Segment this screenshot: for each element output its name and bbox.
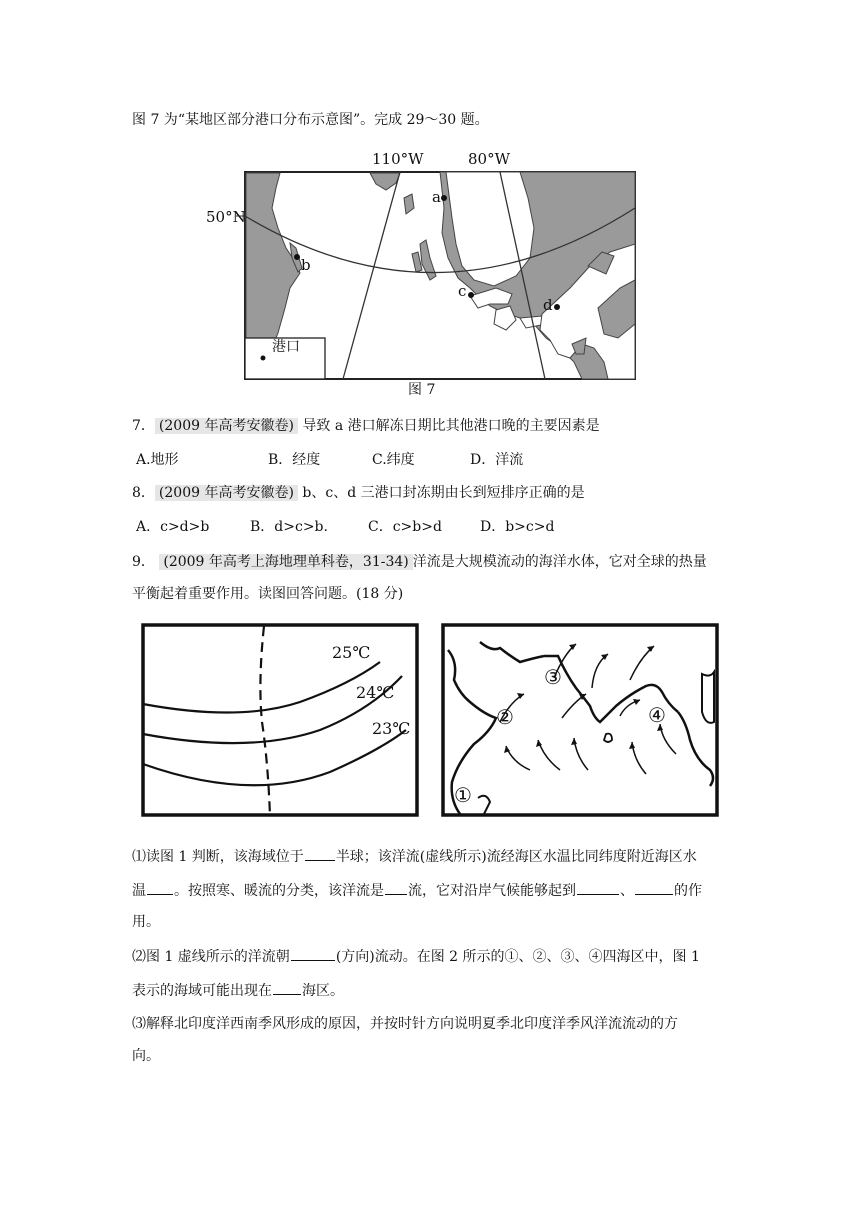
q9-sub1-p2: 半球；该洋流(虚线所示)流经海区水温比同纬度附近海区水 bbox=[335, 849, 697, 865]
q8-option-c: C．c>b>d bbox=[368, 519, 442, 535]
q9-sub1-p1: ⑴读图 1 判断，该海域位于 bbox=[132, 849, 304, 865]
q9-sub1-line-2 bbox=[132, 880, 702, 901]
blank-temperature[interactable] bbox=[147, 880, 173, 895]
q9-sub3-line-2: 向。 bbox=[132, 1048, 160, 1064]
area-1-label: ① bbox=[454, 783, 472, 807]
intro-suffix: 。完成 29～30 题。 bbox=[360, 112, 489, 128]
q9-sub1-line-1 bbox=[132, 846, 697, 867]
intro-quoted: “某地区部分港口分布示意图” bbox=[177, 112, 361, 128]
isotherm-23-label: 23℃ bbox=[372, 719, 411, 738]
q9-sub2-p1: ⑵图 1 虚线所示的洋流朝 bbox=[132, 949, 290, 965]
q9-sub2-p2: (方向)流动。在图 2 所示的①、②、③、④四海区中，图 1 bbox=[335, 949, 700, 965]
figure-2-currents bbox=[440, 622, 722, 820]
q9-sub1-p4: 。按照寒、暖流的分类，该洋流是 bbox=[174, 883, 384, 899]
q9-source: (2009 年高考上海地理单科卷，31-34) bbox=[159, 554, 412, 570]
q7-option-b: B．经度 bbox=[268, 452, 321, 468]
area-3-label: ③ bbox=[544, 665, 562, 689]
q7-text: 导致 a 港口解冻日期比其他港口晚的主要因素是 bbox=[302, 418, 600, 434]
q7-source: (2009 年高考安徽卷) bbox=[155, 418, 298, 434]
blank-direction[interactable] bbox=[291, 946, 335, 961]
q8-option-b: B．d>c>b. bbox=[250, 519, 328, 535]
q9-sub3-line-1: ⑶解释北印度洋西南季风形成的原因，并按时针方向说明夏季北印度洋季风洋流流动的方 bbox=[132, 1016, 678, 1032]
blank-current-type[interactable] bbox=[385, 880, 407, 895]
q7-option-c: C.纬度 bbox=[372, 452, 415, 468]
area-2-label: ② bbox=[496, 705, 514, 729]
area-4-label: ④ bbox=[648, 703, 666, 727]
blank-hemisphere[interactable] bbox=[305, 846, 335, 861]
lon-label-110w: 110°W bbox=[372, 150, 424, 168]
port-label-b: b bbox=[301, 256, 311, 274]
q9-text-1: 洋流是大规模流动的海洋水体，它对全球的热量 bbox=[412, 554, 707, 570]
q9-sub2-p3: 表示的海域可能出现在 bbox=[132, 983, 272, 999]
port-label-d: d bbox=[543, 296, 553, 314]
figure-7-caption: 图 7 bbox=[408, 382, 436, 398]
q8-text: b、c、d 三港口封冻期由长到短排序正确的是 bbox=[302, 485, 585, 501]
question-9-line-1 bbox=[132, 552, 707, 572]
isotherm-24-label: 24℃ bbox=[356, 683, 395, 702]
blank-effect-1[interactable] bbox=[577, 880, 619, 895]
port-label-c: c bbox=[458, 282, 467, 300]
q9-sub1-p5: 流，它对沿岸气候能够起到 bbox=[408, 883, 576, 899]
q8-option-d: D．b>c>d bbox=[480, 519, 555, 535]
figure-7-map bbox=[190, 148, 650, 398]
question-7 bbox=[132, 416, 600, 436]
legend-label: 港口 bbox=[272, 339, 300, 355]
intro-prefix: 图 7 为 bbox=[132, 112, 178, 128]
q8-option-a: A．c>d>b bbox=[136, 519, 210, 535]
q9-sub2-line-1 bbox=[132, 946, 700, 967]
q9-sub2-line-2 bbox=[132, 980, 344, 1001]
q8-source: (2009 年高考安徽卷) bbox=[155, 485, 298, 501]
q7-number: 7． bbox=[132, 418, 155, 434]
q9-sub1-p3: 温 bbox=[132, 883, 146, 899]
q7-option-d: D．洋流 bbox=[470, 452, 524, 468]
question-8 bbox=[132, 483, 585, 503]
q9-number: 9． bbox=[132, 554, 155, 570]
q9-sub1-p7: 的作 bbox=[674, 883, 702, 899]
q9-sub1-line-3: 用。 bbox=[132, 914, 160, 930]
blank-sea-area[interactable] bbox=[273, 980, 301, 995]
isotherm-25-label: 25℃ bbox=[332, 643, 371, 662]
question-9-line-2: 平衡起着重要作用。读图回答问题。(18 分) bbox=[132, 586, 404, 602]
q9-sub2-p4: 海区。 bbox=[302, 983, 344, 999]
q8-number: 8． bbox=[132, 485, 155, 501]
figure-1-isotherms bbox=[140, 622, 422, 820]
q9-sub1-p6: 、 bbox=[620, 883, 634, 899]
q7-option-a: A.地形 bbox=[136, 452, 179, 468]
intro-line bbox=[132, 110, 489, 130]
lat-label-50n: 50°N bbox=[206, 208, 246, 226]
lon-label-80w: 80°W bbox=[468, 150, 511, 168]
blank-effect-2[interactable] bbox=[635, 880, 673, 895]
port-label-a: a bbox=[432, 188, 441, 206]
